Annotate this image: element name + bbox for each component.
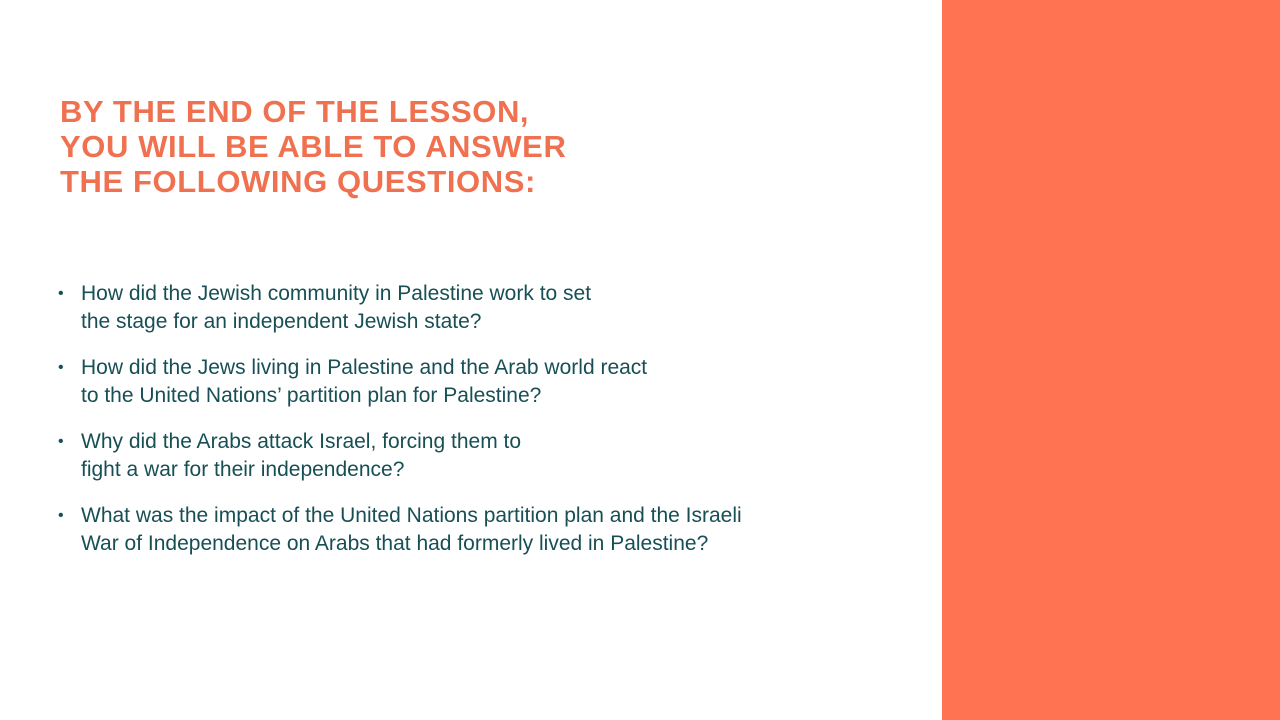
question-item xyxy=(58,502,918,558)
lesson-heading-line-3: THE FOLLOWING QUESTIONS: xyxy=(60,164,536,199)
bullet-icon: • xyxy=(58,433,64,450)
lesson-heading-line-2: YOU WILL BE ABLE TO ANSWER xyxy=(60,129,567,164)
question-item xyxy=(58,428,918,484)
accent-side-panel xyxy=(942,0,1280,720)
question-line: How did the Jews living in Palestine and the Arab world react xyxy=(81,356,648,379)
question-line: the stage for an independent Jewish state? xyxy=(81,310,482,333)
lesson-heading xyxy=(60,94,820,199)
question-text xyxy=(81,428,918,484)
question-line: fight a war for their independence? xyxy=(81,458,405,481)
question-text xyxy=(81,502,918,558)
bullet-icon: • xyxy=(58,285,64,302)
bullet-icon: • xyxy=(58,507,64,524)
bullet-icon: • xyxy=(58,359,64,376)
question-line: to the United Nations’ partition plan for Palestine? xyxy=(81,384,542,407)
question-line: Why did the Arabs attack Israel, forcing them to xyxy=(81,430,522,453)
lesson-heading-line-1: BY THE END OF THE LESSON, xyxy=(60,94,530,129)
question-item xyxy=(58,354,918,410)
question-line: War of Independence on Arabs that had formerly lived in Palestine? xyxy=(81,532,709,555)
question-line: What was the impact of the United Nations partition plan and the Israeli xyxy=(81,504,742,527)
question-line: How did the Jewish community in Palestine work to set xyxy=(81,282,592,305)
questions-list xyxy=(58,280,918,576)
question-text xyxy=(81,280,918,336)
question-text xyxy=(81,354,918,410)
question-item xyxy=(58,280,918,336)
